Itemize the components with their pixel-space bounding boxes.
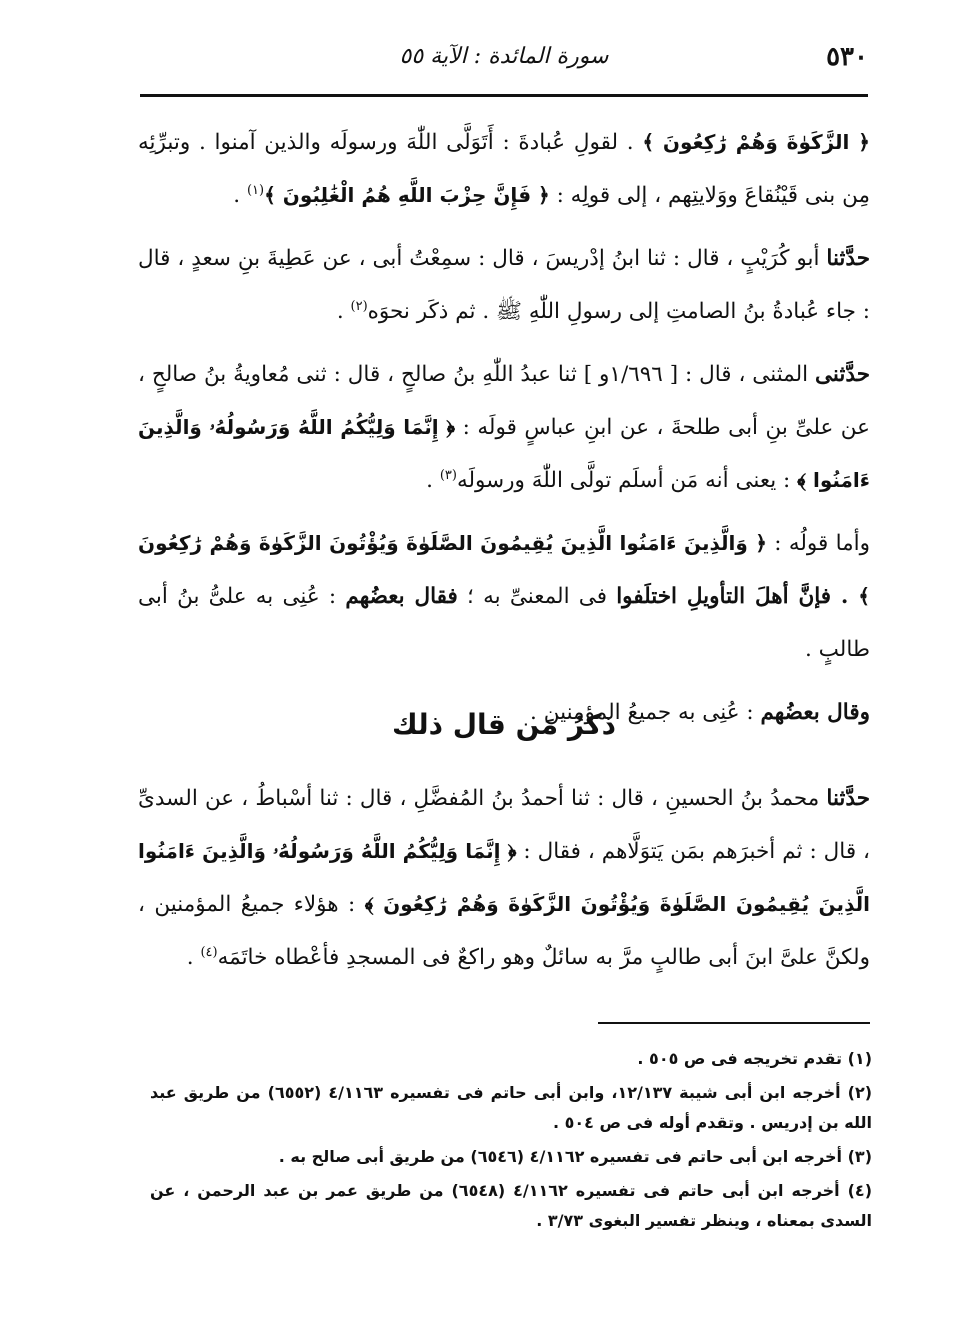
footnote-ref: (١) <box>246 182 265 198</box>
paragraph-2 <box>138 232 870 338</box>
paragraph-text: محمدُ بنُ الحسينِ ، قال : ثنا أحمدُ بنُ المُفضَّلِ ، قال : ثنا أسْباطُ ، عن السدىِّ ، قال : ثم أخبرَهم بمَن يَتوَلَّاهم ، فقال : <box>138 786 871 864</box>
paragraph-text: : عُنِى به علىُّ بنُ أبى طالبٍ . <box>138 584 870 662</box>
paragraph-text: أبو كُرَيْبٍ ، قال : ثنا ابنُ إدْريسَ ، قال : سمِعْتُ أبى ، عن عَطِيةَ بنِ سعدٍ ، قال : جاء عُبادةُ بنُ الصامتِ إلى رسولِ اللّٰهِ ﷺ . ثم ذكَر نحوَه <box>138 246 870 324</box>
bold-phrase: فقال بعضُهم <box>345 584 458 609</box>
paragraph-text: وأما قولُه : <box>766 531 870 556</box>
quran-quote: ﴿ إِنَّمَا وَلِيُّكُمُ اللَّهُ وَرَسُولُهُۥ وَالَّذِينَ ءَامَنُوا ﴾ <box>138 415 870 492</box>
footnote-ref: (٤) <box>200 944 218 960</box>
footnote-ref: (٢) <box>350 298 368 314</box>
footnote-1: (١) تقدم تخريجه فى ص ٥٠٥ . <box>637 1049 872 1068</box>
section-heading: ذكرُ مَن قال ذلك <box>392 708 616 741</box>
paragraph-4 <box>138 517 870 676</box>
header-rule <box>140 94 868 97</box>
narration-lead: حدَّثنا <box>826 246 870 271</box>
paragraph-text: : هؤلاء جميعُ المؤمنين ، ولكنَّ علىَّ ابنَ أبى طالبٍ مرَّ به سائلٌ وهو راكعٌ فى المسجدِ فأعْطاه خاتَمَه <box>138 892 870 970</box>
page-header <box>140 38 868 82</box>
narration-lead: حدَّثنى <box>815 362 870 387</box>
paragraph-end: . <box>186 945 201 970</box>
paragraph-6 <box>138 772 870 984</box>
footnotes <box>150 1044 872 1240</box>
narration-lead: حدَّثنا <box>826 786 870 811</box>
footnote-4: (٤) أخرجه ابن أبى حاتم فى تفسيره ٤/١١٦٢ (٦٥٤٨) من طريق عمر بن عبد الرحمن ، عن السدى بمعناه ، وينظر تفسير البغوى ٣/٧٣ . <box>150 1181 872 1230</box>
surah-title: سورة المائدة : الآية ٥٥ <box>399 44 609 69</box>
footnote-2: (٢) أخرجه ابن أبى شيبة ١٢/١٣٧، وابن أبى حاتم فى تفسيره ٤/١١٦٣ (٦٥٥٢) من طريق عبد الله بن إدريس . وتقدم أوله فى ص ٥٠٤ . <box>150 1083 873 1132</box>
paragraph-1 <box>138 116 870 222</box>
paragraph-end: . <box>426 468 440 493</box>
bold-phrase: . فإنَّ أهلَ التأويلِ اختلَفوا <box>616 584 859 609</box>
paragraph-3 <box>138 348 870 507</box>
quran-quote: ﴿ إِنَّمَا وَلِيُّكُمُ اللَّهُ وَرَسُولُهُۥ وَالَّذِينَ ءَامَنُوا الَّذِينَ يُقِيمُونَ الصَّلَوٰةَ وَيُؤْتُونَ الزَّكَوٰةَ وَهُمْ رَٰكِعُونَ ﴾ <box>138 839 870 916</box>
bold-phrase: وقال بعضُهم <box>760 700 870 725</box>
main-text <box>138 116 870 739</box>
paragraph-text: : عُنِى به جميعُ المؤمنين . <box>530 700 761 725</box>
paragraph-end: . <box>233 183 247 208</box>
paragraph-end: . <box>336 299 351 324</box>
paragraph-text: المثنى ، قال : [ ١/٦٩٦و ] ثنا عبدُ اللّٰهِ بنُ صالحٍ ، قال : ثنى مُعاويةُ بنُ صالحٍ ، عن علىِّ بنِ أبى طلحةَ ، عن ابنِ عباسٍ قولَه : <box>138 362 870 440</box>
paragraph-text: فى المعنىِّ به ؛ <box>457 584 617 609</box>
quran-quote: ﴿ وَالَّذِينَ ءَامَنُوا الَّذِينَ يُقِيمُونَ الصَّلَوٰةَ وَيُؤْتُونَ الزَّكَوٰةَ وَهُمْ رَٰكِعُونَ ﴾ <box>138 531 871 608</box>
quran-quote: ﴿ الزَّكَوٰةَ وَهُمْ رَٰكِعُونَ ﴾ <box>642 130 870 154</box>
paragraph-text: : يعنى أنه مَن أسلَم تولَّى اللّٰهَ ورسولَه <box>456 468 798 493</box>
main-text-continued <box>138 772 870 984</box>
paragraph-text: . لقولِ عُبادةَ : أَتَوَلَّى اللّٰهَ ورسولَه والذين آمنوا . وتبرِّئِه مِن بنى قَيْنُقاعَ ووَلايتِهم ، إلى قولِه : <box>138 130 870 208</box>
footnote-rule <box>598 1022 870 1024</box>
footnote-ref: (٣) <box>439 467 457 483</box>
page-number: ٥٣٠ <box>826 42 868 72</box>
footnote-3: (٣) أخرجه ابن أبى حاتم فى تفسيره ٤/١١٦٢ (٦٥٤٦) من طريق أبى صالح به . <box>278 1147 872 1166</box>
quran-quote: ﴿ فَإِنَّ حِزْبَ اللَّهِ هُمُ الْغَٰلِبُونَ ﴾ <box>264 183 550 207</box>
